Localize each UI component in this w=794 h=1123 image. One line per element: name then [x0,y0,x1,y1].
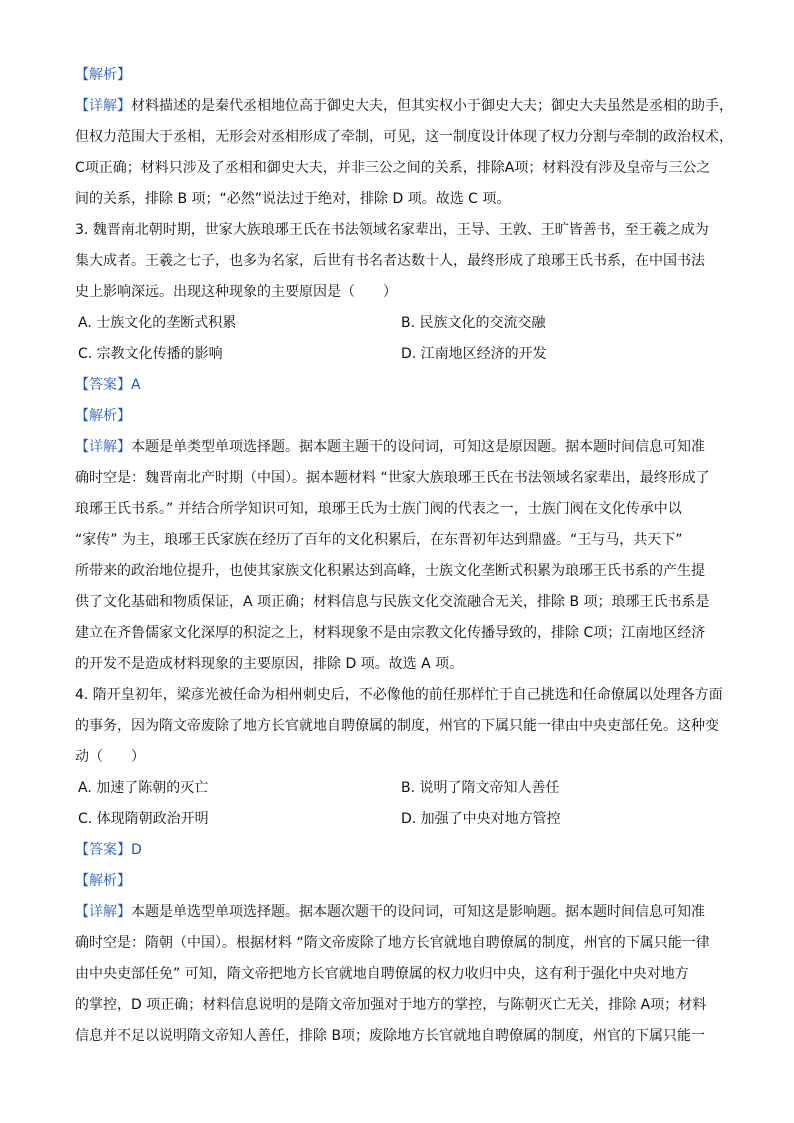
detail-text: 本题是单选型单项选择题。据本题次题干的设问词，可知这是影响题。据本题时间信息可知准 [131,904,705,920]
detail-text: 建立在齐鲁儒家文化深厚的积淀之上，材料现象不是由宗教文化传播导致的，排除 C项；江南地区经济 [75,625,706,641]
detail-line [75,494,725,525]
section-tag: 【解析】 [75,408,131,424]
detail-line [75,649,725,680]
option-right: D. 加强了中央对地方管控 [401,811,561,827]
option-left: A. 加速了陈朝的灭亡 [78,780,209,796]
detail-line [75,432,725,463]
detail-text: C项正确；材料只涉及了丞相和御史大夫，并非三公之间的关系，排除A项；材料没有涉及皇帝与三公之 [75,160,711,176]
detail-text: 的开发不是造成材料现象的主要原因，排除 D 项。故选 A 项。 [75,656,464,672]
detail-text: “家传” 为主，琅琊王氏家族在经历了百年的文化积累后，在东晋初年达到鼎盛。“王与马，共天下” [75,532,683,548]
question-line: 动（ ） [75,749,145,765]
detail-line [75,618,725,649]
detail-text: 确时空是：隋朝（中国）。根据材料 “隋文帝废除了地方长官就地自聘僚属的制度，州官的下属只能一律 [75,935,710,951]
options-row [75,773,725,804]
detail-line [75,897,725,928]
question-line: 史上影响深远。出现这种现象的主要原因是（ ） [75,284,397,300]
options-row [75,308,725,339]
detail-text: 的掌控，D 项正确；材料信息说明的是隋文帝加强对于地方的掌控，与陈朝灭亡无关，排除 A项；材料 [75,997,707,1013]
detail-line [75,990,725,1021]
question-line: 3. 魏晋南北朝时期，世家大族琅琊王氏在书法领域名家辈出，王导、王敦、王旷皆善书，至王羲之成为 [75,222,709,238]
detail-text: 材料描述的是秦代丞相地位高于御史大夫，但其实权小于御史大夫；御史大夫虽然是丞相的助手， [131,98,733,114]
detail-line [75,122,733,153]
detail-line [75,959,725,990]
detail-text: 间的关系，排除 B 项；“必然”说法过于绝对，排除 D 项。故选 C 项。 [75,191,511,207]
detail-label: 【详解】 [75,98,131,114]
question-line: 4. 隋开皇初年，梁彦光被任命为相州刺史后，不必像他的前任那样忙于自己挑选和任命僚属以处理各方面 [75,687,723,703]
detail-line [75,1021,725,1052]
detail-text: 供了文化基础和物质保证，A 项正确；材料信息与民族文化交流融合无关，排除 B 项；琅琊王氏书系是 [75,594,710,610]
option-left: A. 士族文化的垄断式积累 [78,315,237,331]
option-left: C. 体现隋朝政治开明 [78,811,209,827]
options-row [75,339,725,370]
options-row [75,804,725,835]
detail-text: 本题是单类型单项选择题。据本题主题干的设问词，可知这是原因题。据本题时间信息可知准 [131,439,705,455]
question-line: 集大成者。王羲之七子，也多为名家，后世有书名者达数十人，最终形成了琅琊王氏书系，在中国书法 [75,253,705,269]
option-right: D. 江南地区经济的开发 [401,346,547,362]
detail-line [75,928,725,959]
detail-line [75,153,725,184]
detail-line [75,184,725,215]
section-tag: 【答案】A [75,377,141,393]
detail-text: 所带来的政治地位提升，也使其家族文化积累达到高峰，士族文化垄断式积累为琅琊王氏书系的产生提 [75,563,705,579]
detail-text: 但权力范围大于丞相，无形会对丞相形成了牵制，可见，这一制度设计体现了权力分割与牵制的政治权术， [75,129,733,145]
detail-text: 确时空是：魏晋南北产时期（中国）。据本题材料 “世家大族琅琊王氏在书法领域名家辈出，最终形成了 [75,470,710,486]
option-right: B. 说明了隋文帝知人善任 [401,780,560,796]
detail-text: 琅琊王氏书系。” 并结合所学知识可知，琅琊王氏为士族门阀的代表之一，士族门阀在文化传承中以 [75,501,682,517]
detail-line [75,587,725,618]
detail-label: 【详解】 [75,439,131,455]
section-tag: 【答案】D [75,842,142,858]
detail-line [75,525,725,556]
option-right: B. 民族文化的交流交融 [401,315,546,331]
question-line: 的事务，因为隋文帝废除了地方长官就地自聘僚属的制度，州官的下属只能一律由中央吏部任免。这种变 [75,718,719,734]
section-tag: 【解析】 [75,67,131,83]
detail-line [75,556,725,587]
option-left: C. 宗教文化传播的影响 [78,346,223,362]
detail-text: 信息并不足以说明隋文帝知人善任，排除 B项；废除地方长官就地自聘僚属的制度，州官的下属只能一 [75,1028,706,1044]
detail-line [75,463,725,494]
document-content [75,60,733,1052]
detail-line [75,91,733,122]
section-tag: 【解析】 [75,873,131,889]
detail-text: 由中央吏部任免” 可知，隋文帝把地方长官就地自聘僚属的权力收归中央，这有利于强化中央对地方 [75,966,689,982]
detail-label: 【详解】 [75,904,131,920]
